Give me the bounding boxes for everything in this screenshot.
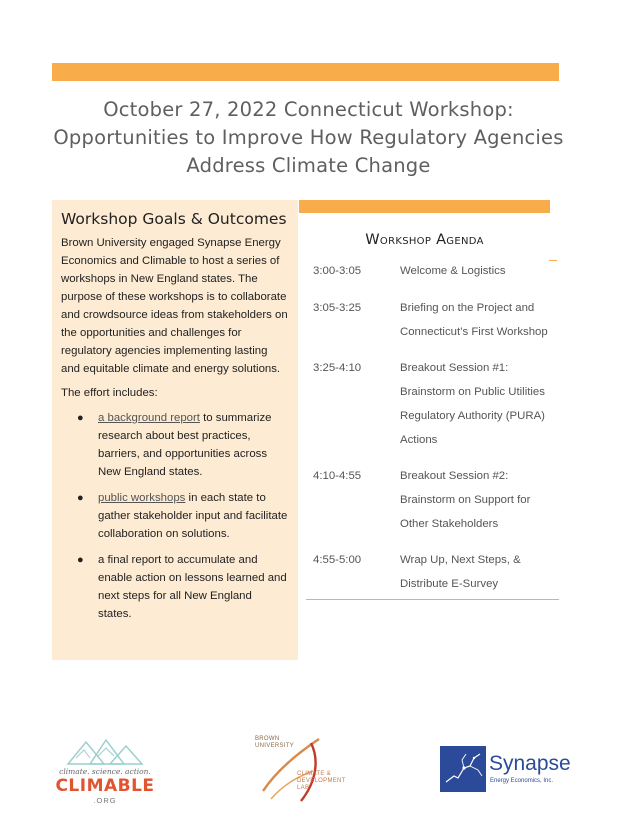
agenda-divider-bottom [306,599,559,600]
agenda-desc: Wrap Up, Next Steps, & Distribute E-Survey [400,554,521,590]
bullet-icon: ● [77,412,84,424]
brown-university-label: BROWN UNIVERSITY [255,736,295,749]
list-item-text: a final report to accumulate and enable action on lessons learned and next steps for all New England states. [98,554,287,620]
effort-list [61,409,288,623]
mountains-icon [50,736,160,768]
title-line-2: Opportunities to Improve How Regulatory Agencies [53,126,564,149]
agenda-desc: Welcome & Logistics [400,265,506,277]
synapse-name: Synapse [489,752,571,775]
climable-tagline: climate. science. action. [59,767,151,776]
bullet-icon: ● [77,554,84,566]
climate-lab-label: CLIMATE & DEVELOPMENT LAB [297,771,346,791]
goals-heading: Workshop Goals & Outcomes [61,210,287,228]
synapse-subtitle: Energy Economics, Inc. [490,778,554,784]
climable-logo [50,736,160,808]
agenda-title: Workshop Agenda [365,232,484,248]
agenda-time: 3:00-3:05 [313,265,362,277]
agenda-time: 4:10-4:55 [313,470,362,482]
agenda-time: 3:25-4:10 [313,362,362,374]
background-report-link[interactable]: a background report [98,412,200,424]
effort-label: The effort includes: [61,387,158,399]
bullet-icon: ● [77,492,84,504]
page-title [20,96,597,180]
synapse-neuron-icon [440,746,486,792]
agenda-accent-bar [299,200,550,213]
agenda-desc: Breakout Session #2: Brainstorm on Support for Other Stakeholders [400,470,531,530]
title-line-1: October 27, 2022 Connecticut Workshop: [103,98,514,121]
list-item-text: in each state to gather stakeholder input and facilitate collaboration on solutions. [98,492,288,540]
header-accent-bar [52,63,559,81]
list-item [61,551,288,623]
list-item-text: to summarize research about best practices, barriers, and opportunities across New England states. [98,412,272,478]
agenda-desc: Breakout Session #1: Brainstorm on Public Utilities Regulatory Authority (PURA) Actions [400,362,545,446]
climable-domain: .ORG [93,796,117,805]
public-workshops-link[interactable]: public workshops [98,492,186,504]
goals-intro: Brown University engaged Synapse Energy Economics and Climable to host a series of workshops in New England states. The purpose of these workshops is to collaborate and crowdsource ideas from stakeholders on the opportunities and challenges for regulatory agencies implementing lasting and equitable climate and energy solutions. [61,237,288,375]
synapse-logo [440,746,571,796]
list-item [61,489,288,543]
agenda-time: 3:05-3:25 [313,302,362,314]
climable-name: CLIMABLE [55,776,155,796]
brown-climate-lab-logo [253,733,348,805]
agenda-time: 4:55-5:00 [313,554,362,566]
list-item [61,409,288,481]
agenda-desc: Briefing on the Project and Connecticut’s First Workshop [400,302,548,338]
goals-panel [52,200,298,660]
title-line-3: Address Climate Change [186,154,431,177]
